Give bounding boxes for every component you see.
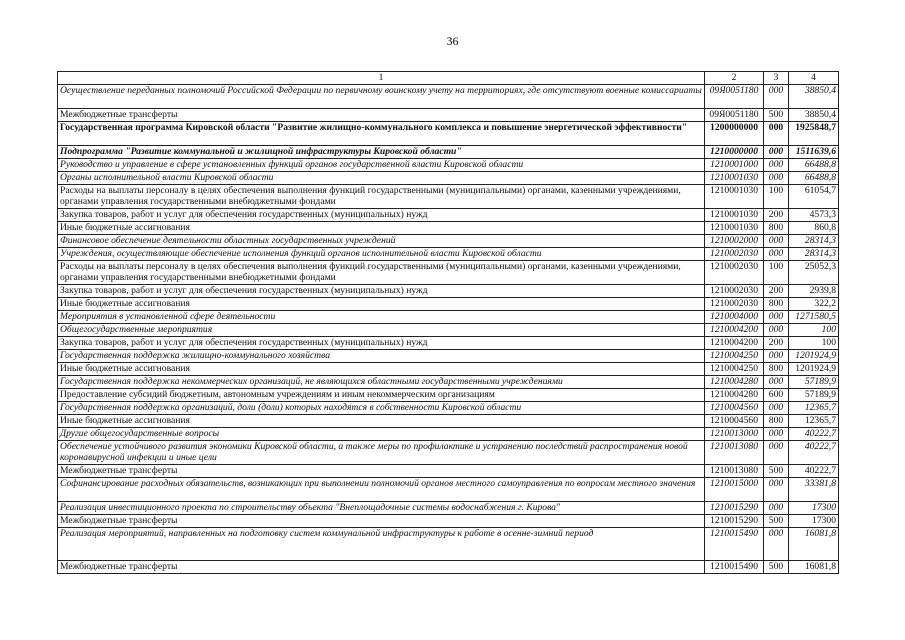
table-row xyxy=(58,85,839,109)
row-sum-cell: 1925848,7 xyxy=(789,122,839,146)
table-row xyxy=(58,109,839,122)
table-row xyxy=(58,159,839,172)
row-type-cell: 800 xyxy=(764,415,789,428)
header-cell-sum: 4 xyxy=(789,72,839,85)
row-type-cell: 500 xyxy=(764,465,789,478)
row-type-cell: 000 xyxy=(764,172,789,185)
row-code-cell: 1210002030 xyxy=(705,261,764,285)
table-row xyxy=(58,337,839,350)
table-row xyxy=(58,248,839,261)
table-row xyxy=(58,222,839,235)
row-sum-cell: 28314,3 xyxy=(789,235,839,248)
table-row xyxy=(58,528,839,561)
table-row xyxy=(58,235,839,248)
row-name-cell: Расходы на выплаты персоналу в целях обеспечения выполнения функций государственными (муниципальными) органами, казенными учреждениями, органами управления государственными внебюджетными фондами xyxy=(58,261,705,285)
table-row xyxy=(58,376,839,389)
row-name-cell: Расходы на выплаты персоналу в целях обеспечения выполнения функций государственными (муниципальными) органами, казенными учреждениями, органами управления государственными внебюджетными фондами xyxy=(58,185,705,209)
row-name-cell: Государственная программа Кировской области "Развитие жилищно-коммунального комплекса и повышение энергетической эффективности" xyxy=(58,122,705,146)
row-sum-cell: 40222,7 xyxy=(789,428,839,441)
row-name-cell: Межбюджетные трансферты xyxy=(58,515,705,528)
row-code-cell: 1210002030 xyxy=(705,248,764,261)
row-sum-cell: 100 xyxy=(789,337,839,350)
header-cell-code: 2 xyxy=(705,72,764,85)
row-code-cell: 09Я0051180 xyxy=(705,85,764,109)
row-name-cell: Софинансирование расходных обязательств, возникающих при выполнении полномочий органов местного самоуправления по вопросам местного значения xyxy=(58,478,705,502)
row-sum-cell: 17300 xyxy=(789,502,839,515)
row-type-cell: 500 xyxy=(764,515,789,528)
table-header-row xyxy=(58,72,839,85)
table-row xyxy=(58,298,839,311)
row-type-cell: 000 xyxy=(764,159,789,172)
row-type-cell: 000 xyxy=(764,478,789,502)
row-name-cell: Учреждения, осуществляющие обеспечение исполнения функций органов исполнительной власти Кировской области xyxy=(58,248,705,261)
row-type-cell: 000 xyxy=(764,235,789,248)
table-row xyxy=(58,261,839,285)
row-type-cell: 500 xyxy=(764,109,789,122)
table-row xyxy=(58,146,839,159)
row-name-cell: Обеспечение устойчивого развития экономики Кировской области, а также меры по профилактике и устранению последствий распространения новой коронавирусной инфекции и иные цели xyxy=(58,441,705,465)
row-type-cell: 000 xyxy=(764,428,789,441)
row-name-cell: Реализация инвестиционного проекта по строительству объекта "Внеплощадочные системы водоснабжения г. Кирова" xyxy=(58,502,705,515)
row-type-cell: 100 xyxy=(764,185,789,209)
table-row xyxy=(58,350,839,363)
row-sum-cell: 33381,8 xyxy=(789,478,839,502)
row-name-cell: Другие общегосударственные вопросы xyxy=(58,428,705,441)
row-sum-cell: 61054,7 xyxy=(789,185,839,209)
row-type-cell: 000 xyxy=(764,324,789,337)
row-code-cell: 1210002000 xyxy=(705,235,764,248)
row-name-cell: Иные бюджетные ассигнования xyxy=(58,363,705,376)
row-code-cell: 1210002030 xyxy=(705,298,764,311)
row-sum-cell: 38850,4 xyxy=(789,85,839,109)
row-type-cell: 100 xyxy=(764,261,789,285)
row-sum-cell: 25052,3 xyxy=(789,261,839,285)
row-code-cell: 1210001030 xyxy=(705,209,764,222)
row-name-cell: Органы исполнительной власти Кировской области xyxy=(58,172,705,185)
row-type-cell: 000 xyxy=(764,311,789,324)
table-row xyxy=(58,465,839,478)
table-row xyxy=(58,478,839,502)
row-code-cell: 1210004250 xyxy=(705,350,764,363)
row-type-cell: 600 xyxy=(764,389,789,402)
row-code-cell: 1210004200 xyxy=(705,324,764,337)
row-type-cell: 000 xyxy=(764,85,789,109)
row-name-cell: Межбюджетные трансферты xyxy=(58,465,705,478)
row-sum-cell: 57189,9 xyxy=(789,389,839,402)
row-sum-cell: 100 xyxy=(789,324,839,337)
row-sum-cell: 1201924,9 xyxy=(789,350,839,363)
table-row xyxy=(58,363,839,376)
row-type-cell: 000 xyxy=(764,502,789,515)
row-sum-cell: 860,8 xyxy=(789,222,839,235)
row-type-cell: 000 xyxy=(764,376,789,389)
row-type-cell: 200 xyxy=(764,285,789,298)
row-sum-cell: 17300 xyxy=(789,515,839,528)
row-code-cell: 1210015490 xyxy=(705,528,764,561)
row-name-cell: Общегосударственные мероприятия xyxy=(58,324,705,337)
row-sum-cell: 28314,3 xyxy=(789,248,839,261)
row-code-cell: 1210004560 xyxy=(705,415,764,428)
row-name-cell: Государственная поддержка жилищно-коммунального хозяйства xyxy=(58,350,705,363)
row-name-cell: Иные бюджетные ассигнования xyxy=(58,222,705,235)
row-type-cell: 000 xyxy=(764,350,789,363)
row-type-cell: 800 xyxy=(764,298,789,311)
row-code-cell: 1210001030 xyxy=(705,222,764,235)
row-sum-cell: 66488,8 xyxy=(789,159,839,172)
row-sum-cell: 1511639,6 xyxy=(789,146,839,159)
row-code-cell: 1210015290 xyxy=(705,502,764,515)
row-name-cell: Межбюджетные трансферты xyxy=(58,109,705,122)
row-name-cell: Мероприятия в установленной сфере деятельности xyxy=(58,311,705,324)
table-row xyxy=(58,415,839,428)
table-row xyxy=(58,122,839,146)
row-name-cell: Закупка товаров, работ и услуг для обеспечения государственных (муниципальных) нужд xyxy=(58,285,705,298)
table-row xyxy=(58,515,839,528)
table-row xyxy=(58,285,839,298)
table-row xyxy=(58,561,839,574)
row-type-cell: 000 xyxy=(764,441,789,465)
row-name-cell: Предоставление субсидий бюджетным, автономным учреждениям и иным некоммерческим организациям xyxy=(58,389,705,402)
table-row xyxy=(58,402,839,415)
row-name-cell: Осуществление переданных полномочий Российской Федерации по первичному воинскому учету на территориях, где отсутствуют военные комиссариаты xyxy=(58,85,705,109)
row-name-cell: Иные бюджетные ассигнования xyxy=(58,298,705,311)
row-name-cell: Реализация мероприятий, направленных на подготовку систем коммунальной инфраструктуры к работе в осенне-зимний период xyxy=(58,528,705,561)
row-name-cell: Финансовое обеспечение деятельности областных государственных учреждений xyxy=(58,235,705,248)
row-code-cell: 1210013000 xyxy=(705,428,764,441)
row-code-cell: 1210004280 xyxy=(705,376,764,389)
table-row xyxy=(58,172,839,185)
row-code-cell: 1210001030 xyxy=(705,172,764,185)
row-name-cell: Межбюджетные трансферты xyxy=(58,561,705,574)
row-code-cell: 1210013080 xyxy=(705,441,764,465)
table-row xyxy=(58,502,839,515)
row-code-cell: 1210013080 xyxy=(705,465,764,478)
row-name-cell: Руководство и управление в сфере установленных функций органов государственной власти Кировской области xyxy=(58,159,705,172)
row-code-cell: 1210004560 xyxy=(705,402,764,415)
table-row xyxy=(58,311,839,324)
row-type-cell: 000 xyxy=(764,122,789,146)
row-code-cell: 1210004250 xyxy=(705,363,764,376)
row-name-cell: Закупка товаров, работ и услуг для обеспечения государственных (муниципальных) нужд xyxy=(58,209,705,222)
row-sum-cell: 12365,7 xyxy=(789,415,839,428)
row-code-cell: 1210001000 xyxy=(705,159,764,172)
row-code-cell: 1210002030 xyxy=(705,285,764,298)
row-code-cell: 1210015290 xyxy=(705,515,764,528)
table-row xyxy=(58,324,839,337)
row-sum-cell: 322,2 xyxy=(789,298,839,311)
row-code-cell: 09Я0051180 xyxy=(705,109,764,122)
header-cell-name: 1 xyxy=(58,72,705,85)
row-code-cell: 1200000000 xyxy=(705,122,764,146)
row-name-cell: Государственная поддержка некоммерческих организаций, не являющихся областными государственными учреждениями xyxy=(58,376,705,389)
row-type-cell: 500 xyxy=(764,561,789,574)
row-type-cell: 000 xyxy=(764,146,789,159)
budget-table-body xyxy=(58,72,839,574)
row-type-cell: 200 xyxy=(764,209,789,222)
row-name-cell: Иные бюджетные ассигнования xyxy=(58,415,705,428)
row-sum-cell: 57189,9 xyxy=(789,376,839,389)
row-type-cell: 800 xyxy=(764,222,789,235)
row-type-cell: 800 xyxy=(764,363,789,376)
row-name-cell: Закупка товаров, работ и услуг для обеспечения государственных (муниципальных) нужд xyxy=(58,337,705,350)
row-sum-cell: 4573,3 xyxy=(789,209,839,222)
row-code-cell: 1210000000 xyxy=(705,146,764,159)
row-code-cell: 1210015000 xyxy=(705,478,764,502)
row-type-cell: 000 xyxy=(764,528,789,561)
row-sum-cell: 1201924,9 xyxy=(789,363,839,376)
row-code-cell: 1210004280 xyxy=(705,389,764,402)
row-code-cell: 1210004200 xyxy=(705,337,764,350)
row-sum-cell: 40222,7 xyxy=(789,465,839,478)
row-code-cell: 1210001030 xyxy=(705,185,764,209)
row-sum-cell: 1271580,5 xyxy=(789,311,839,324)
table-row xyxy=(58,441,839,465)
row-sum-cell: 40222,7 xyxy=(789,441,839,465)
row-sum-cell: 16081,8 xyxy=(789,561,839,574)
row-code-cell: 1210004000 xyxy=(705,311,764,324)
page-number: 36 xyxy=(446,34,459,48)
row-sum-cell: 16081,8 xyxy=(789,528,839,561)
table-row xyxy=(58,185,839,209)
table-row xyxy=(58,389,839,402)
header-cell-type: 3 xyxy=(764,72,789,85)
row-sum-cell: 38850,4 xyxy=(789,109,839,122)
table-row xyxy=(58,428,839,441)
row-sum-cell: 12365,7 xyxy=(789,402,839,415)
row-name-cell: Подпрограмма "Развитие коммунальной и жилищной инфраструктуры Кировской области" xyxy=(58,146,705,159)
row-code-cell: 1210015490 xyxy=(705,561,764,574)
table-row xyxy=(58,209,839,222)
row-type-cell: 000 xyxy=(764,402,789,415)
row-sum-cell: 66488,8 xyxy=(789,172,839,185)
row-type-cell: 000 xyxy=(764,248,789,261)
budget-table xyxy=(57,71,839,574)
row-name-cell: Государственная поддержка организаций, доли (доли) которых находятся в собственности Кировской области xyxy=(58,402,705,415)
row-sum-cell: 2939,8 xyxy=(789,285,839,298)
row-type-cell: 200 xyxy=(764,337,789,350)
